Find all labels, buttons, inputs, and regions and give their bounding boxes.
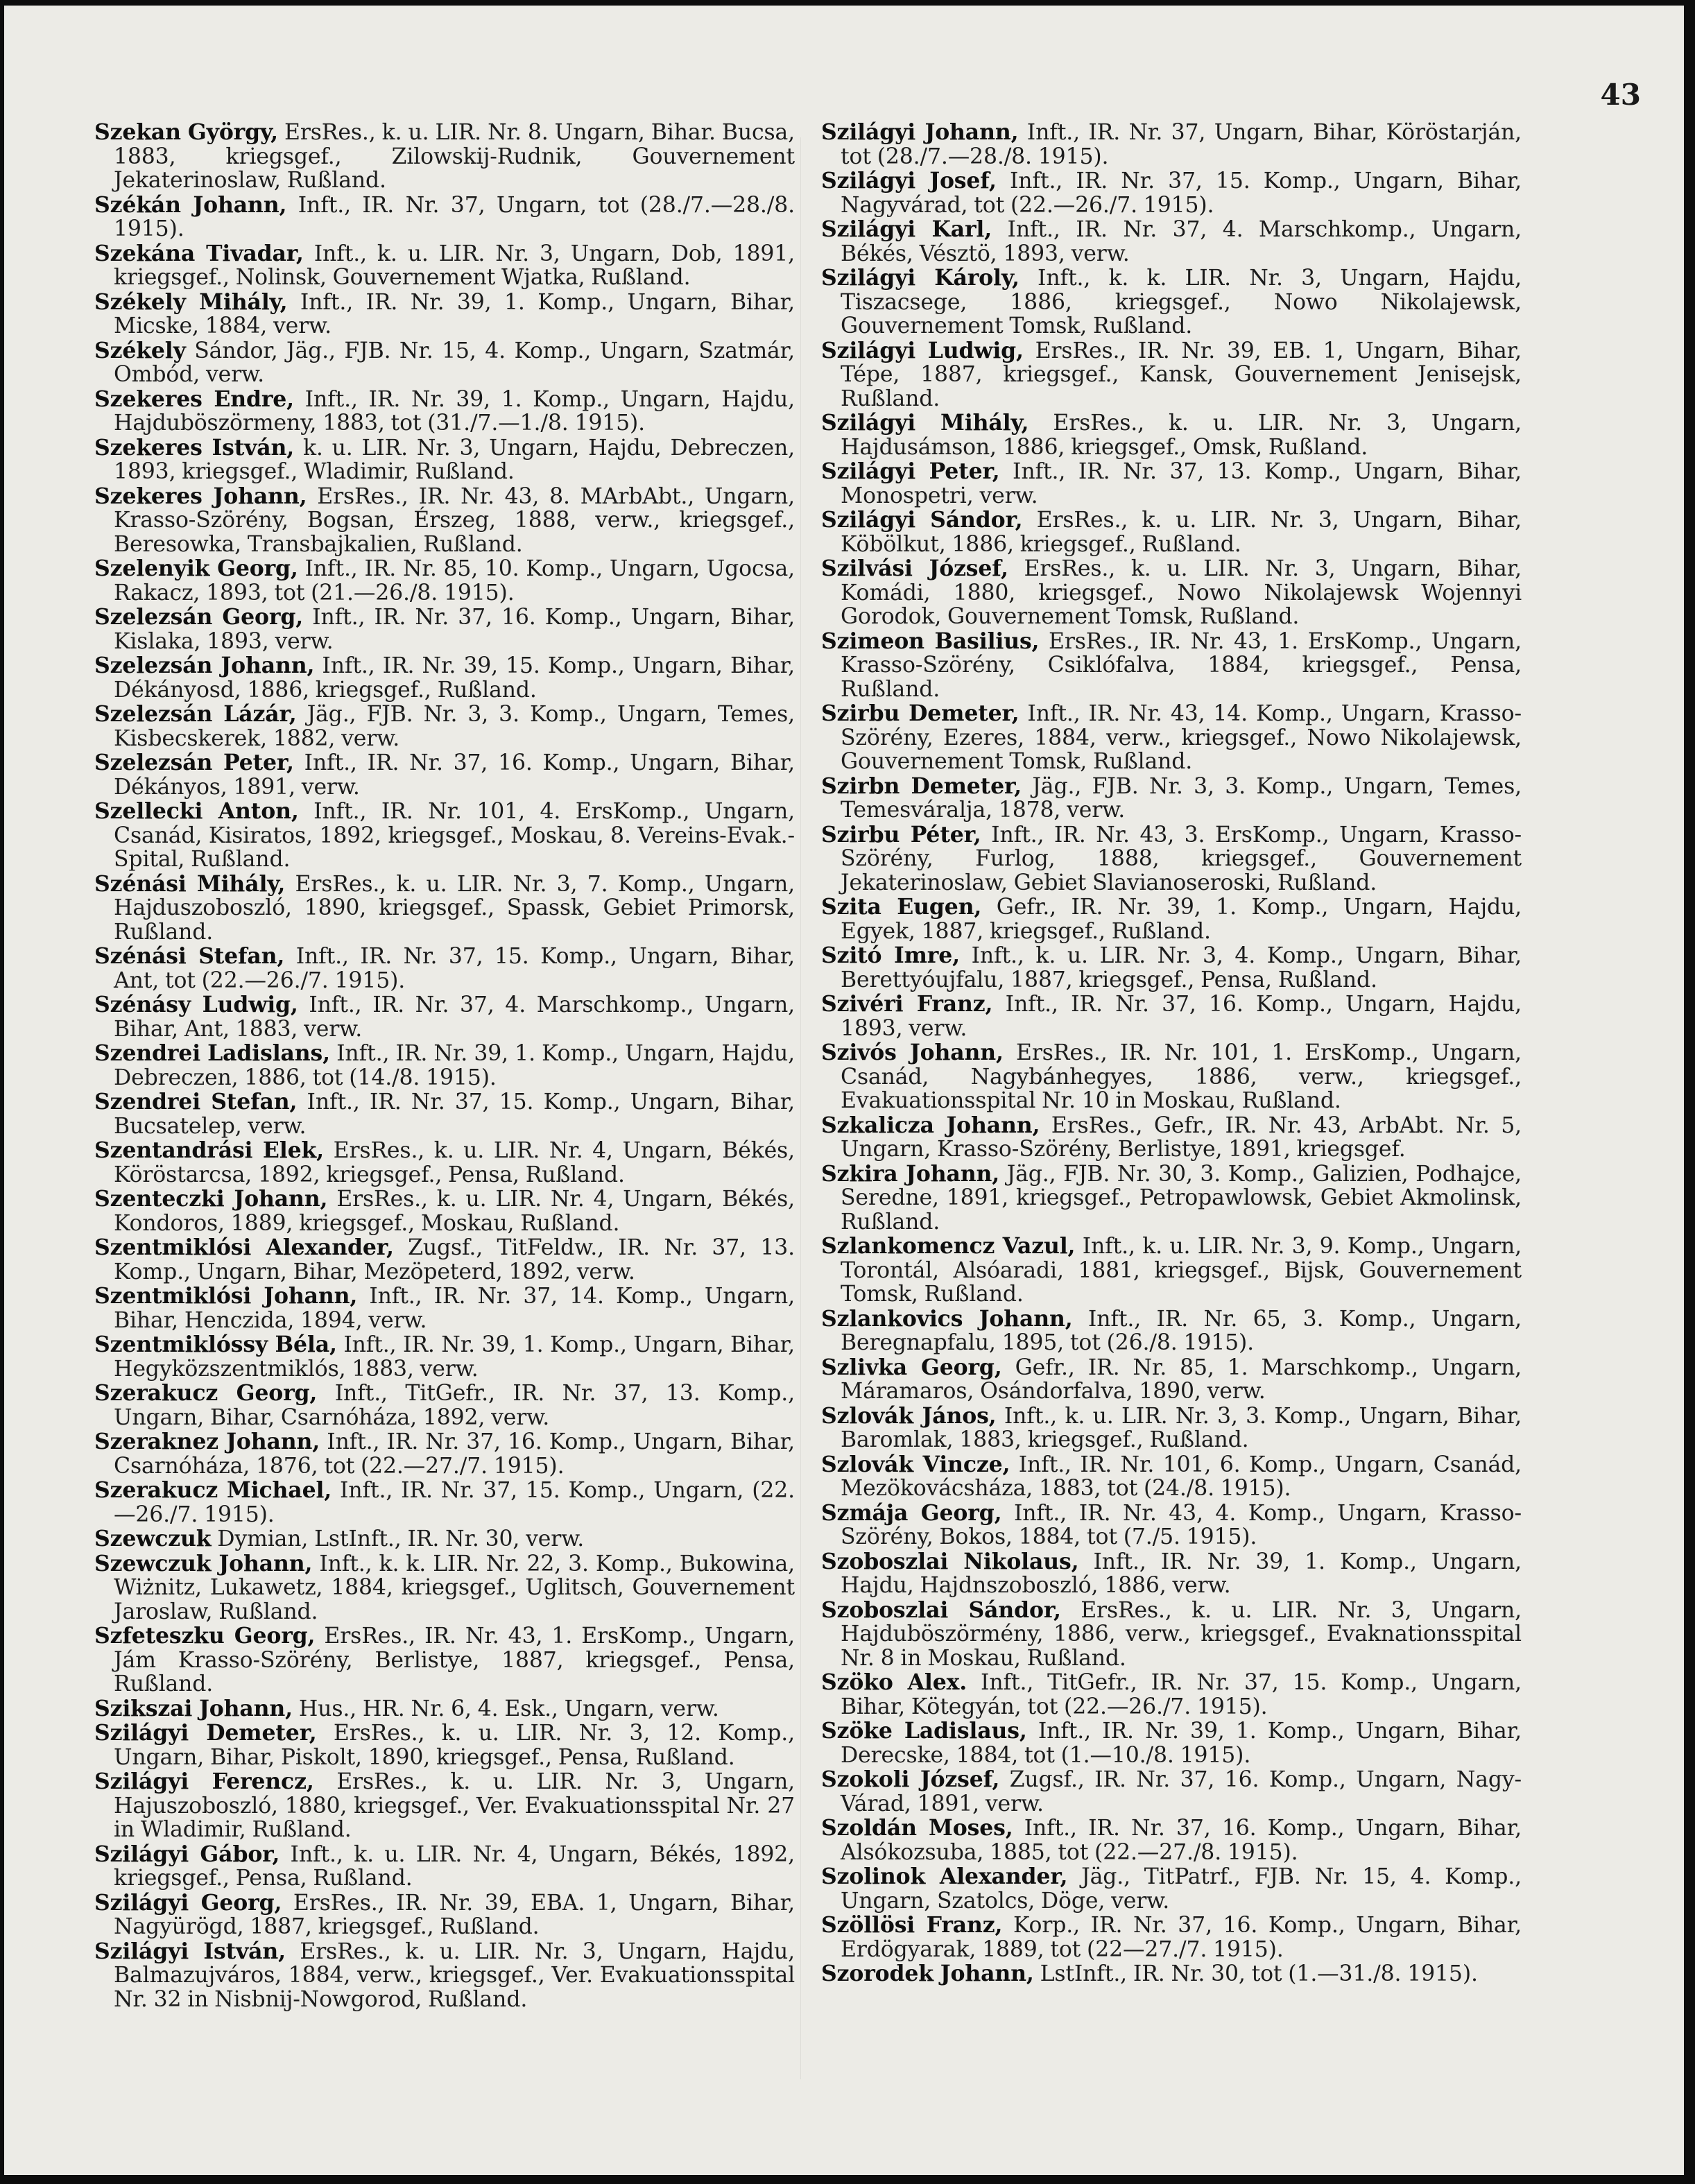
entry-name: Szmája Georg, xyxy=(821,1499,1002,1526)
register-entry xyxy=(94,605,795,653)
entry-name: Szivéri Franz, xyxy=(821,991,993,1017)
entry-details: ErsRes., IR. Nr. 43, 8. MArbAbt., Ungarn, Krasso-Szörény, Bogsan, Érszeg, 1888, verw., kriegsgef., Beresowka, Transbajkalien, Rußland. xyxy=(114,483,795,557)
register-entry xyxy=(94,388,795,436)
entry-name: Szénási Stefan, xyxy=(94,943,285,969)
entry-name: Szirbu Péter, xyxy=(821,821,981,848)
entry-name: Szivós Johann, xyxy=(821,1040,1004,1065)
register-entry xyxy=(821,1914,1522,1961)
register-entry xyxy=(94,654,795,702)
entry-name: Szewczuk Johann, xyxy=(94,1550,313,1576)
entry-details: ErsRes., IR. Nr. 39, EB. 1, Ungarn, Bihar, Tépe, 1887, kriegsgef., Kansk, Gouvernement Jenisejsk, Rußland. xyxy=(841,338,1522,411)
register-entry xyxy=(94,751,795,799)
entry-details: Inft., IR. Nr. 43, 14. Komp., Ungarn, Krasso-Szörény, Ezeres, 1884, verw., kriegsgef., Nowo Nikolajewsk, Gouvernement Tomsk, Rußland. xyxy=(841,701,1522,774)
entry-name: Szkalicza Johann, xyxy=(821,1112,1040,1138)
entry-details: ErsRes., IR. Nr. 101, 1. ErsKomp., Ungarn, Csanád, Nagybánhegyes, 1886, verw., kriegsgef., Evakuationsspital Nr. 10 in Moskau, Rußland. xyxy=(841,1040,1522,1113)
register-entry xyxy=(821,1671,1522,1719)
entry-details: Inft., IR. Nr. 37, 14. Komp., Ungarn, Bihar, Henczida, 1894, verw. xyxy=(114,1284,795,1333)
entry-details: Zugsf., TitFeldw., IR. Nr. 37, 13. Komp., Ungarn, Bihar, Mezöpeterd, 1892, verw. xyxy=(114,1235,795,1284)
entry-name: Szelezsán Lázár, xyxy=(94,701,297,727)
register-entry xyxy=(821,630,1522,702)
register-entry xyxy=(821,1768,1522,1816)
entry-details: Inft., IR. Nr. 39, 1. Komp., Ungarn, Bihar, Hegyközszentmiklós, 1883, verw. xyxy=(114,1332,795,1382)
entry-name: Szentmiklóssy Béla, xyxy=(94,1332,337,1357)
entry-name: Szimeon Basilius, xyxy=(821,628,1040,654)
register-entry xyxy=(94,1187,795,1235)
register-entry xyxy=(821,557,1522,629)
entry-details: ErsRes., IR. Nr. 39, EBA. 1, Ungarn, Bihar, Nagyürögd, 1887, kriegsgef., Rußland. xyxy=(114,1890,795,1939)
entry-name: Szellecki Anton, xyxy=(94,798,299,824)
register-entry xyxy=(821,992,1522,1040)
entry-details: Inft., IR. Nr. 43, 4. Komp., Ungarn, Krasso-Szörény, Bokos, 1884, tot (7./5. 1915). xyxy=(841,1500,1522,1549)
entry-name: Szerakucz Georg, xyxy=(94,1380,318,1406)
entry-name: Szoldán Moses, xyxy=(821,1815,1013,1841)
entry-details: Sándor, Jäg., FJB. Nr. 15, 4. Komp., Ungarn, Szatmár, Ombód, verw. xyxy=(114,338,795,387)
entry-name: Szilágyi Georg, xyxy=(94,1889,282,1916)
entry-name: Szikszai Johann, xyxy=(94,1695,293,1721)
entry-name: Szokoli József, xyxy=(821,1766,1000,1792)
entry-details: Inft., TitGefr., IR. Nr. 37, 15. Komp., Ungarn, Bihar, Kötegyán, tot (22.—26./7. 1915). xyxy=(841,1670,1522,1719)
entry-name: Szekeres Johann, xyxy=(94,483,307,509)
entry-details: Inft., IR. Nr. 37, 16. Komp., Ungarn, Bihar, Csarnóháza, 1876, tot (22.—27./7. 1915). xyxy=(114,1429,795,1479)
entry-details: Inft., IR. Nr. 43, 3. ErsKomp., Ungarn, Krasso-Szörény, Furlog, 1888, kriegsgef., Gouvernement Jekaterinoslaw, Gebiet Slavianoseroski, Rußland. xyxy=(841,822,1522,895)
register-entry xyxy=(821,895,1522,943)
register-entry xyxy=(821,169,1522,217)
entry-details: Inft., IR. Nr. 37, 15. Komp., Ungarn, Bihar, Nagyvárad, tot (22.—26./7. 1915). xyxy=(841,169,1522,218)
entry-name: Szilágyi Johann, xyxy=(821,119,1019,145)
entry-name: Szelezsán Georg, xyxy=(94,604,304,630)
entry-name: Szekan György, xyxy=(94,119,278,145)
register-entry xyxy=(821,1599,1522,1671)
left-column xyxy=(94,121,795,2012)
register-entry xyxy=(94,1479,795,1527)
entry-name: Szlankomencz Vazul, xyxy=(821,1233,1076,1259)
register-entry xyxy=(94,1721,795,1769)
register-entry xyxy=(94,339,795,387)
entry-details: Inft., IR. Nr. 37, 16. Komp., Ungarn, Hajdu, 1893, verw. xyxy=(841,992,1522,1041)
entry-details: Inft., IR. Nr. 37, 16. Komp., Ungarn, Bihar, Alsókozsuba, 1885, tot (22.—27./8. 1915). xyxy=(841,1816,1522,1865)
register-entry xyxy=(821,702,1522,774)
register-entry xyxy=(821,1356,1522,1404)
entry-name: Szlovák János, xyxy=(821,1402,997,1429)
entry-name: Szorodek Johann, xyxy=(821,1961,1034,1986)
entry-name: Szöko Alex. xyxy=(821,1669,967,1695)
entry-name: Szlankovics Johann, xyxy=(821,1305,1073,1332)
register-entry xyxy=(94,242,795,290)
register-entry xyxy=(821,1041,1522,1113)
register-entry xyxy=(821,1453,1522,1501)
register-entry xyxy=(94,703,795,750)
register-entry xyxy=(94,1236,795,1284)
entry-name: Szilágyi Peter, xyxy=(821,458,1000,484)
entry-name: Székely xyxy=(94,337,186,363)
entry-details: Inft., IR. Nr. 39, 1. Komp., Ungarn, Hajdu, Debreczen, 1886, tot (14./8. 1915). xyxy=(114,1041,795,1090)
entry-name: Szilágyi István, xyxy=(94,1938,286,1964)
column-divider xyxy=(800,137,801,2079)
register-entry xyxy=(821,1499,1522,1549)
entry-details: Hus., HR. Nr. 6, 4. Esk., Ungarn, verw. xyxy=(293,1696,719,1721)
entry-name: Szeraknez Johann, xyxy=(94,1429,320,1454)
entry-name: Székán Johann, xyxy=(94,191,287,218)
entry-name: Székely Mihály, xyxy=(94,289,288,315)
entry-details: Inft., IR. Nr. 39, 15. Komp., Ungarn, Bihar, Dékányosd, 1886, kriegsgef., Rußland. xyxy=(114,653,795,703)
entry-name: Szilágyi Josef, xyxy=(821,168,997,194)
entry-name: Szénásy Ludwig, xyxy=(94,992,298,1017)
register-entry xyxy=(821,823,1522,895)
entry-name: Szfeteszku Georg, xyxy=(94,1623,316,1649)
register-entry xyxy=(94,1624,795,1696)
register-entry xyxy=(821,1114,1522,1162)
entry-name: Szoboszlai Sándor, xyxy=(821,1597,1061,1623)
register-entry xyxy=(821,218,1522,266)
register-entry xyxy=(94,1891,795,1939)
register-entry xyxy=(94,1430,795,1478)
entry-details: Inft., IR. Nr. 85, 10. Komp., Ungarn, Ugocsa, Rakacz, 1893, tot (21.—26./8. 1915). xyxy=(114,556,795,605)
entry-details: Gefr., IR. Nr. 85, 1. Marschkomp., Ungarn, Máramaros, Osándorfalva, 1890, verw. xyxy=(841,1355,1522,1404)
register-entry xyxy=(94,872,795,945)
register-entry xyxy=(821,460,1522,508)
entry-details: Inft., k. u. LIR. Nr. 3, 9. Komp., Ungarn, Torontál, Alsóaradi, 1881, kriegsgef., Bijsk, Gouvernement Tomsk, Rußland. xyxy=(841,1234,1522,1307)
register-entry xyxy=(821,1865,1522,1913)
entry-details: Inft., IR. Nr. 37, 16. Komp., Ungarn, Bihar, Dékányos, 1891, verw. xyxy=(114,750,795,800)
register-entry xyxy=(94,1139,795,1187)
entry-name: Szlovák Vincze, xyxy=(821,1451,1010,1477)
register-entry xyxy=(821,1550,1522,1598)
entry-name: Szitó Imre, xyxy=(821,943,960,968)
entry-name: Szita Eugen, xyxy=(821,894,982,920)
entry-name: Szilágyi Károly, xyxy=(821,265,1019,291)
entry-details: ErsRes., k. u. LIR. Nr. 4, Ungarn, Békés, Köröstarcsa, 1892, kriegsgef., Pensa, Rußland. xyxy=(114,1138,795,1187)
register-entry xyxy=(821,121,1522,169)
entry-name: Szilágyi Sándor, xyxy=(821,507,1023,533)
entry-name: Szelezsán Peter, xyxy=(94,750,294,775)
register-entry xyxy=(94,291,795,338)
entry-details: Jäg., FJB. Nr. 3, 3. Komp., Ungarn, Temes, Temesváralja, 1878, verw. xyxy=(841,773,1522,823)
entry-details: Dymian, LstInft., IR. Nr. 30, verw. xyxy=(211,1527,585,1551)
entry-details: Inft., IR. Nr. 37, 15. Komp., Ungarn, Bihar, Bucsatelep, verw. xyxy=(114,1090,795,1139)
entry-name: Szilágyi Karl, xyxy=(821,216,992,242)
entry-details: Jäg., TitPatrf., FJB. Nr. 15, 4. Komp., Ungarn, Szatolcs, Döge, verw. xyxy=(841,1864,1522,1914)
entry-name: Szelezsán Johann, xyxy=(94,653,315,678)
entry-details: k. u. LIR. Nr. 3, Ungarn, Hajdu, Debreczen, 1893, kriegsgef., Wladimir, Rußland. xyxy=(114,435,795,484)
entry-details: ErsRes., k. u. LIR. Nr. 3, Ungarn, Bihar, Komádi, 1880, kriegsgef., Nowo Nikolajewsk Wojennyi Gorodok, Gouvernement Tomsk, Rußland. xyxy=(841,556,1522,629)
entry-details: ErsRes., k. u. LIR. Nr. 4, Ungarn, Békés, Kondoros, 1889, kriegsgef., Moskau, Rußland. xyxy=(114,1187,795,1236)
entry-details: Jäg., FJB. Nr. 3, 3. Komp., Ungarn, Temes, Kisbecskerek, 1882, verw. xyxy=(114,702,795,751)
register-entry xyxy=(94,1333,795,1381)
register-entry xyxy=(94,557,795,605)
register-entry xyxy=(94,1284,795,1332)
entry-details: Inft., IR. Nr. 37, 15. Komp., Ungarn, (22.—26./7. 1915). xyxy=(114,1478,795,1527)
entry-details: ErsRes., k. u. LIR. Nr. 8. Ungarn, Bihar. Bucsa, 1883, kriegsgef., Zilowskij-Rudnik, Gouvernement Jekaterinoslaw, Rußland. xyxy=(114,120,795,193)
entry-name: Szöke Ladislaus, xyxy=(821,1718,1027,1744)
register-entry xyxy=(94,800,795,872)
entry-name: Szentmiklósi Johann, xyxy=(94,1283,358,1309)
entry-name: Szoboszlai Nikolaus, xyxy=(821,1548,1079,1574)
entry-details: Inft., TitGefr., IR. Nr. 37, 13. Komp., Ungarn, Bihar, Csarnóháza, 1892, verw. xyxy=(114,1381,795,1430)
register-entry xyxy=(821,944,1522,992)
entry-details: Jäg., FJB. Nr. 30, 3. Komp., Galizien, Podhajce, Seredne, 1891, kriegsgef., Petropawlowsk, Gebiet Akmolinsk, Rußland. xyxy=(841,1161,1522,1235)
entry-details: ErsRes., k. u. LIR. Nr. 3, Ungarn, Hajdu, Balmazujváros, 1884, verw., kriegsgef., Ver. Evakuationsspital Nr. 32 in Nisbnij-Nowgorod, Rußland. xyxy=(114,1938,795,2012)
entry-details: ErsRes., k. u. LIR. Nr. 3, Ungarn, Hajuszoboszló, 1880, kriegsgef., Ver. Evakuationsspital Nr. 27 in Wladimir, Rußland. xyxy=(114,1769,795,1842)
register-entry xyxy=(94,1940,795,2012)
entry-details: Inft., IR. Nr. 37, Ungarn, Bihar, Köröstarján, tot (28./7.—28./8. 1915). xyxy=(841,120,1522,169)
entry-name: Szilágyi Ludwig, xyxy=(821,337,1024,363)
register-entry xyxy=(821,1307,1522,1355)
entry-name: Szilvási József, xyxy=(821,556,1008,581)
register-entry xyxy=(821,266,1522,338)
entry-name: Szirbu Demeter, xyxy=(821,700,1019,726)
entry-details: ErsRes., k. u. LIR. Nr. 3, Ungarn, Hajdusámson, 1886, kriegsgef., Omsk, Rußland. xyxy=(841,411,1522,460)
right-column xyxy=(821,121,1522,1987)
entry-name: Szerakucz Michael, xyxy=(94,1477,332,1503)
register-entry xyxy=(94,436,795,484)
register-entry xyxy=(821,411,1522,459)
register-entry xyxy=(821,339,1522,411)
page-number: 43 xyxy=(1600,78,1641,112)
entry-details: Inft., IR. Nr. 37, 4. Marschkomp., Ungarn, Békés, Vésztö, 1893, verw. xyxy=(841,217,1522,266)
entry-details: LstInft., IR. Nr. 30, tot (1.—31./8. 1915). xyxy=(1033,1961,1478,1986)
entry-details: Inft., IR. Nr. 39, 1. Komp., Ungarn, Hajdu, Hajdnszoboszló, 1886, verw. xyxy=(841,1549,1522,1598)
entry-name: Szilágyi Ferencz, xyxy=(94,1769,314,1794)
register-entry xyxy=(821,1162,1522,1235)
entry-name: Szöllösi Franz, xyxy=(821,1912,1003,1938)
register-entry xyxy=(94,1697,795,1721)
entry-name: Szelenyik Georg, xyxy=(94,556,298,581)
register-entry xyxy=(821,775,1522,823)
register-entry xyxy=(94,993,795,1041)
entry-details: Korp., IR. Nr. 37, 16. Komp., Ungarn, Bihar, Erdögyarak, 1889, tot (22—27./7. 1915). xyxy=(841,1913,1522,1962)
entry-name: Szewczuk xyxy=(94,1526,212,1551)
entry-details: ErsRes., IR. Nr. 43, 1. ErsKomp., Ungarn, Krasso-Szörény, Csiklófalva, 1884, kriegsgef., Pensa, Rußland. xyxy=(841,628,1522,702)
entry-details: Inft., IR. Nr. 101, 6. Komp., Ungarn, Csanád, Mezökovácsháza, 1883, tot (24./8. 1915). xyxy=(841,1452,1522,1501)
register-entry xyxy=(821,508,1522,556)
register-entry xyxy=(94,191,795,241)
entry-name: Szolinok Alexander, xyxy=(821,1864,1068,1889)
entry-name: Szenteczki Johann, xyxy=(94,1186,328,1212)
entry-name: Szentmiklósi Alexander, xyxy=(94,1235,394,1260)
entry-name: Szilágyi Gábor, xyxy=(94,1841,280,1867)
entry-name: Szentandrási Elek, xyxy=(94,1137,324,1163)
entry-details: Inft., k. k. LIR. Nr. 3, Ungarn, Hajdu, Tiszacsege, 1886, kriegsgef., Nowo Nikolajewsk, Gouvernement Tomsk, Rußland. xyxy=(841,266,1522,338)
entry-details: Gefr., IR. Nr. 39, 1. Komp., Ungarn, Hajdu, Egyek, 1887, kriegsgef., Rußland. xyxy=(841,895,1522,944)
register-entry xyxy=(94,1527,795,1551)
entry-details: Inft., IR. Nr. 37, 15. Komp., Ungarn, Bihar, Ant, tot (22.—26./7. 1915). xyxy=(114,944,795,993)
entry-details: Inft., IR. Nr. 37, Ungarn, tot (28./7.—28./8. 1915). xyxy=(114,192,795,241)
register-entry xyxy=(94,1382,795,1429)
register-entry xyxy=(821,1404,1522,1452)
entry-details: Inft., k. k. LIR. Nr. 22, 3. Komp., Bukowina, Wiżnitz, Lukawetz, 1884, kriegsgef., Uglitsch, Gouvernement Jaroslaw, Rußland. xyxy=(114,1551,795,1624)
register-entry xyxy=(94,945,795,992)
register-entry xyxy=(94,1552,795,1624)
entry-details: ErsRes., k. u. LIR. Nr. 3, Ungarn, Hajduböszörmény, 1886, verw., kriegsgef., Evaknationsspital Nr. 8 in Moskau, Rußland. xyxy=(841,1597,1522,1671)
register-entry xyxy=(94,1090,795,1138)
register-entry xyxy=(821,1235,1522,1307)
register-entry xyxy=(94,1843,795,1891)
entry-name: Szekeres Endre, xyxy=(94,386,294,412)
register-entry xyxy=(94,485,795,557)
entry-details: ErsRes., k. u. LIR. Nr. 3, Ungarn, Bihar, Köbölkut, 1886, kriegsgef., Rußland. xyxy=(841,508,1522,557)
entry-details: Inft., IR. Nr. 37, 4. Marschkomp., Ungarn, Bihar, Ant, 1883, verw. xyxy=(114,992,795,1042)
entry-details: Inft., IR. Nr. 101, 4. ErsKomp., Ungarn, Csanád, Kisiratos, 1892, kriegsgef., Moskau, 8. Vereins-Evak.-Spital, Rußland. xyxy=(114,799,795,872)
entry-details: ErsRes., k. u. LIR. Nr. 3, 7. Komp., Ungarn, Hajduszoboszló, 1890, kriegsgef., Spassk, Gebiet Primorsk, Rußland. xyxy=(114,871,795,945)
register-entry xyxy=(94,1770,795,1842)
entry-details: Inft., k. u. LIR. Nr. 4, Ungarn, Békés, 1892, kriegsgef., Pensa, Rußland. xyxy=(114,1841,795,1891)
entry-details: Inft., IR. Nr. 39, 1. Komp., Ungarn, Bihar, Micske, 1884, verw. xyxy=(114,289,795,338)
register-page xyxy=(4,6,1684,2175)
entry-name: Szendrei Stefan, xyxy=(94,1089,298,1115)
entry-details: ErsRes., k. u. LIR. Nr. 3, 12. Komp., Ungarn, Bihar, Piskolt, 1890, kriegsgef., Pensa, Rußland. xyxy=(114,1721,795,1770)
entry-details: ErsRes., IR. Nr. 43, 1. ErsKomp., Ungarn, Jám Krasso-Szörény, Berlistye, 1887, kriegsgef., Pensa, Rußland. xyxy=(114,1624,795,1696)
entry-details: Inft., k. u. LIR. Nr. 3, Ungarn, Dob, 1891, kriegsgef., Nolinsk, Gouvernement Wjatka, Rußland. xyxy=(114,241,795,290)
entry-name: Szilágyi Demeter, xyxy=(94,1720,317,1746)
entry-name: Szekeres István, xyxy=(94,434,295,461)
entry-name: Szénási Mihály, xyxy=(94,870,286,897)
entry-name: Szekána Tivadar, xyxy=(94,240,304,266)
entry-details: Inft., IR. Nr. 37, 16. Komp., Ungarn, Bihar, Kislaka, 1893, verw. xyxy=(114,605,795,654)
register-entry xyxy=(821,1962,1522,1986)
entry-name: Szirbn Demeter, xyxy=(821,773,1022,799)
entry-details: Inft., IR. Nr. 39, 1. Komp., Ungarn, Hajdu, Hajduböszörmeny, 1883, tot (31./7.—1./8. 1915). xyxy=(114,386,795,436)
register-entry xyxy=(94,1042,795,1090)
entry-details: Inft., k. u. LIR. Nr. 3, 4. Komp., Ungarn, Bihar, Berettyóujfalu, 1887, kriegsgef., Pensa, Rußland. xyxy=(841,943,1522,992)
entry-name: Szlivka Georg, xyxy=(821,1354,1002,1380)
entry-name: Szilágyi Mihály, xyxy=(821,410,1029,436)
entry-details: ErsRes., Gefr., IR. Nr. 43, ArbAbt. Nr. 5, Ungarn, Krasso-Szörény, Berlistye, 1891, kriegsgef. xyxy=(841,1112,1522,1162)
register-entry xyxy=(821,1719,1522,1767)
entry-name: Szkira Johann, xyxy=(821,1160,1000,1187)
entry-details: Inft., IR. Nr. 39, 1. Komp., Ungarn, Bihar, Derecske, 1884, tot (1.—10./8. 1915). xyxy=(841,1719,1522,1768)
entry-details: Inft., IR. Nr. 37, 13. Komp., Ungarn, Bihar, Monospetri, verw. xyxy=(841,459,1522,508)
entry-details: Zugsf., IR. Nr. 37, 16. Komp., Ungarn, Nagy-Várad, 1891, verw. xyxy=(841,1767,1522,1816)
entry-details: Inft., IR. Nr. 65, 3. Komp., Ungarn, Beregnapfalu, 1895, tot (26./8. 1915). xyxy=(841,1306,1522,1355)
register-entry xyxy=(94,121,795,193)
entry-details: Inft., k. u. LIR. Nr. 3, 3. Komp., Ungarn, Bihar, Baromlak, 1883, kriegsgef., Rußland. xyxy=(841,1403,1522,1452)
entry-name: Szendrei Ladislans, xyxy=(94,1040,330,1066)
register-entry xyxy=(821,1816,1522,1864)
